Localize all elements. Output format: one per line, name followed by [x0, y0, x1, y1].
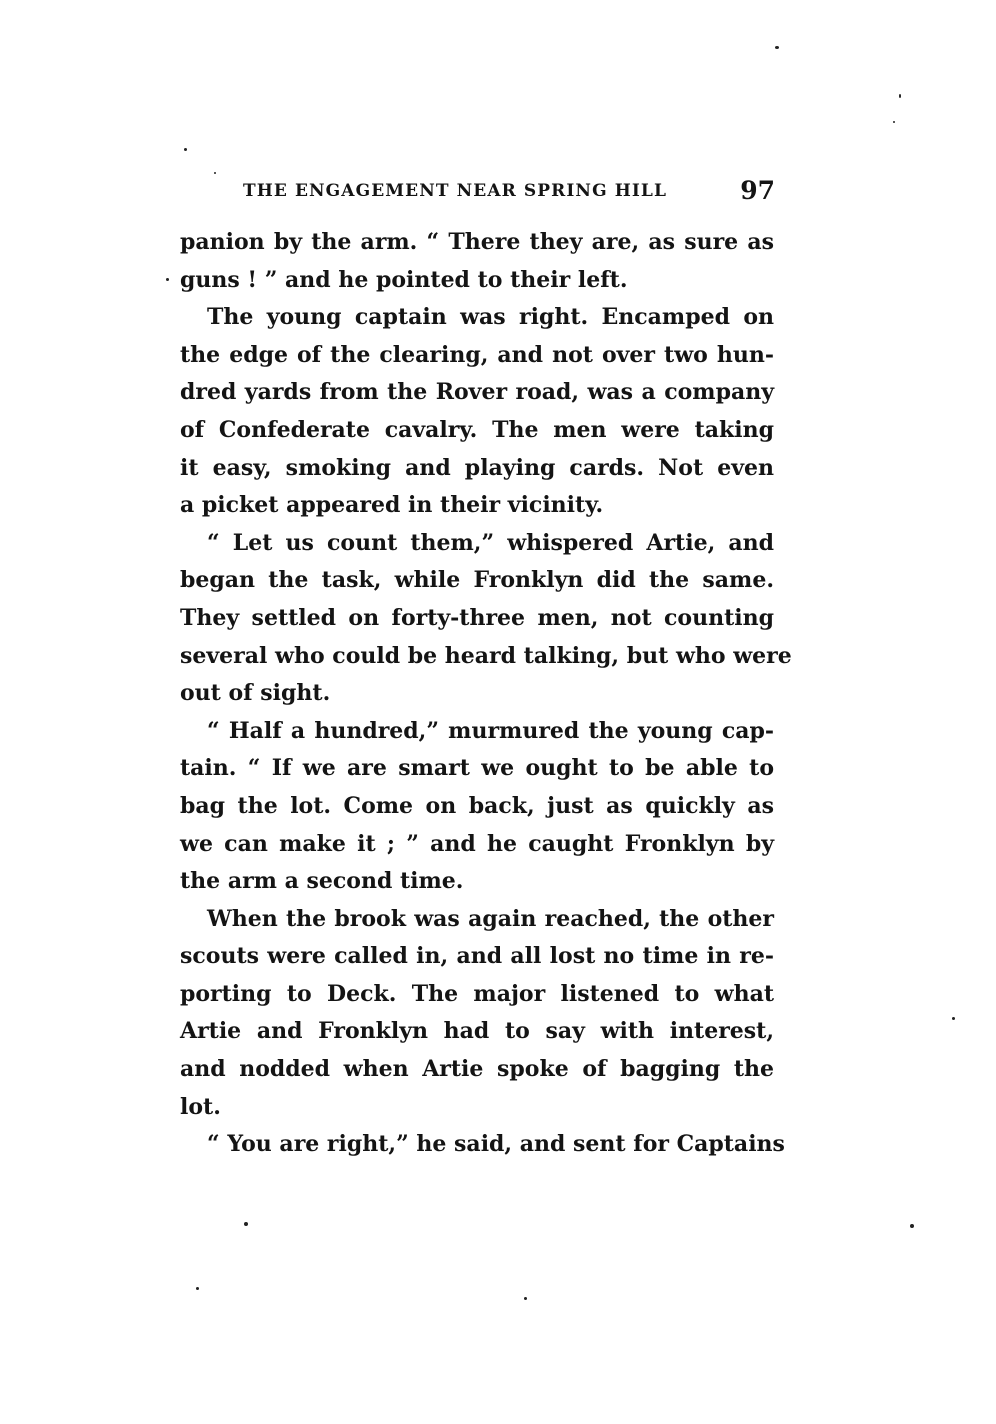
text-line: dred yards from the Rover road, was a company — [180, 379, 774, 406]
text-line: lot. — [180, 1093, 221, 1120]
scan-speck — [196, 1287, 199, 1290]
scan-speck — [893, 121, 895, 123]
text-line: porting to Deck. The major listened to what — [180, 980, 774, 1007]
text-line: began the task, while Fronklyn did the same. — [180, 567, 774, 594]
text-line: out of sight. — [180, 680, 331, 707]
scan-speck — [775, 46, 779, 49]
text-line: The young captain was right. Encamped on — [207, 304, 774, 331]
text-line: “ Half a hundred,” murmured the young cap- — [207, 717, 774, 744]
text-line: we can make it ; ” and he caught Fronklyn by — [180, 830, 774, 857]
scan-speck — [184, 148, 187, 151]
text-line: and nodded when Artie spoke of bagging the — [180, 1056, 774, 1083]
text-line: bag the lot. Come on back, just as quickly as — [180, 792, 774, 819]
text-line: guns ! ” and he pointed to their left. — [180, 266, 628, 293]
scan-speck — [524, 1297, 527, 1300]
text-line: Artie and Fronklyn had to say with interest, — [180, 1018, 774, 1045]
text-line: “ You are right,” he said, and sent for Captains — [207, 1131, 785, 1158]
page-number: 97 — [740, 176, 775, 205]
text-line: They settled on forty-three men, not counting — [180, 604, 774, 631]
scan-speck — [910, 1224, 914, 1228]
text-line: the edge of the clearing, and not over two hun- — [180, 341, 774, 368]
text-line: a picket appeared in their vicinity. — [180, 492, 604, 519]
scan-speck — [244, 1222, 248, 1226]
text-line: the arm a second time. — [180, 868, 464, 895]
text-line: it easy, smoking and playing cards. Not even — [180, 454, 774, 481]
text-line: of Confederate cavalry. The men were taking — [180, 416, 774, 443]
text-line: several who could be heard talking, but who were — [180, 642, 792, 669]
text-line: tain. “ If we are smart we ought to be able to — [180, 755, 774, 782]
text-line: scouts were called in, and all lost no time in re- — [180, 943, 774, 970]
running-head — [243, 176, 775, 206]
scan-speck — [899, 94, 901, 98]
text-line: panion by the arm. “ There they are, as sure as — [180, 229, 774, 255]
running-title: THE ENGAGEMENT NEAR SPRING HILL — [243, 181, 668, 201]
text-line: When the brook was again reached, the other — [207, 905, 774, 932]
scan-speck — [214, 172, 216, 174]
body-text — [180, 224, 792, 1164]
scan-speck — [952, 1017, 955, 1020]
scan-speck — [166, 278, 169, 281]
text-line: “ Let us count them,” whispered Artie, and — [207, 529, 774, 556]
